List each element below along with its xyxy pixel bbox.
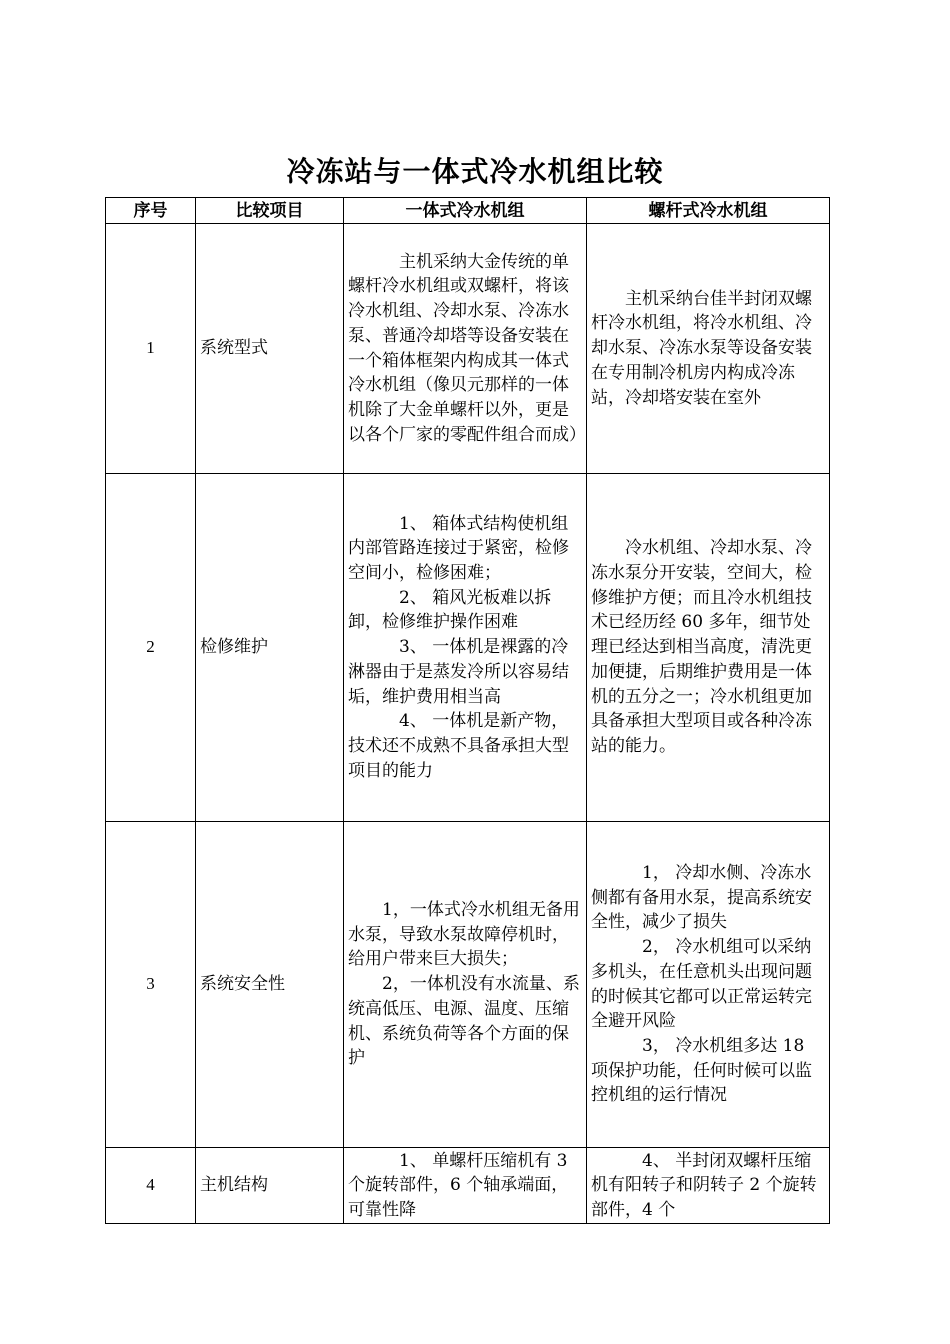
cell-paragraph: 3， 冷水机组多达 18 项保护功能，任何时候可以监控机组的运行情况: [591, 1035, 812, 1106]
row-number: 1: [106, 224, 196, 474]
cell-paragraph: 1，一体式冷水机组无备用水泵，导致水泵故障停机时，给用户带来巨大损失；: [348, 900, 580, 970]
cell-paragraph: 冷水机组、冷却水泵、冷冻水泵分开安装，空间大，检修维护方便；而且冷水机组技术已经历经 60 多年，细节处理已经达到相当高度，清洗更加便捷，后期维护费用是一体机的五分之一；冷水机组更加具备承担大型项目或各种冷冻站的能力。: [591, 538, 812, 756]
cell-paragraph: 3、 一体机是裸露的冷淋器由于是蒸发冷所以容易结垢，维护费用相当高: [348, 637, 569, 707]
document-title: 冷冻站与一体式冷水机组比较: [286, 155, 664, 188]
row-item: 系统型式: [196, 224, 344, 474]
row-number: 2: [106, 474, 196, 822]
cell-paragraph: 2、 箱风光板难以拆卸，检修维护操作困难: [348, 587, 552, 633]
row-number: 4: [106, 1148, 196, 1224]
screw-cell: [587, 1148, 830, 1224]
cell-paragraph: 2，一体机没有水流量、系统高低压、电源、温度、压缩机、系统负荷等各个方面的保护: [348, 974, 580, 1069]
header-integrated-unit: 一体式冷水机组: [344, 198, 587, 224]
integrated-cell: [344, 1148, 587, 1224]
cell-paragraph: 4、 半封闭双螺杆压缩机有阳转子和阴转子 2 个旋转部件，4 个: [591, 1150, 817, 1220]
integrated-cell: [344, 822, 587, 1148]
table-row: [106, 224, 830, 474]
table-row: [106, 1148, 830, 1224]
header-item: 比较项目: [196, 198, 344, 224]
row-item: 系统安全性: [196, 822, 344, 1148]
screw-cell: [587, 474, 830, 822]
cell-paragraph: 2， 冷水机组可以采纳多机头，在任意机头出现问题的时候其它都可以正常运转完全避开风险: [591, 937, 812, 1032]
table-header-row: [106, 198, 830, 224]
integrated-cell: [344, 224, 587, 474]
integrated-cell: [344, 474, 587, 822]
cell-paragraph: 主机采纳台佳半封闭双螺杆冷水机组，将冷水机组、冷却水泵、冷冻水泵等设备安装在专用制冷机房内构成冷冻站，冷却塔安装在室外: [591, 288, 812, 408]
header-screw-unit: 螺杆式冷水机组: [587, 198, 830, 224]
table-row: [106, 822, 830, 1148]
row-item: 检修维护: [196, 474, 344, 822]
screw-cell: [587, 822, 830, 1148]
cell-paragraph: 主机采纳大金传统的单螺杆冷水机组或双螺杆，将该冷水机组、冷却水泵、冷冻水泵、普通冷却塔等设备安装在一个箱体框架内构成其一体式冷水机组（像贝元那样的一体机除了大金单螺杆以外，更是以各个厂家的零配件组合而成）: [348, 251, 586, 445]
row-item: 主机结构: [196, 1148, 344, 1224]
cell-paragraph: 1， 冷却水侧、冷冻水侧都有备用水泵，提高系统安全性，减少了损失: [591, 862, 812, 933]
comparison-table: [105, 197, 830, 1224]
cell-paragraph: 1、 单螺杆压缩机有 3 个旋转部件，6 个轴承端面，可靠性降: [348, 1150, 569, 1220]
header-number: 序号: [106, 198, 196, 224]
screw-cell: [587, 224, 830, 474]
cell-paragraph: 4、 一体机是新产物，技术还不成熟不具备承担大型项目的能力: [348, 711, 569, 781]
cell-paragraph: 1、 箱体式结构使机组内部管路连接过于紧密，检修空间小，检修困难；: [348, 513, 569, 584]
row-number: 3: [106, 822, 196, 1148]
table-row: [106, 474, 830, 822]
